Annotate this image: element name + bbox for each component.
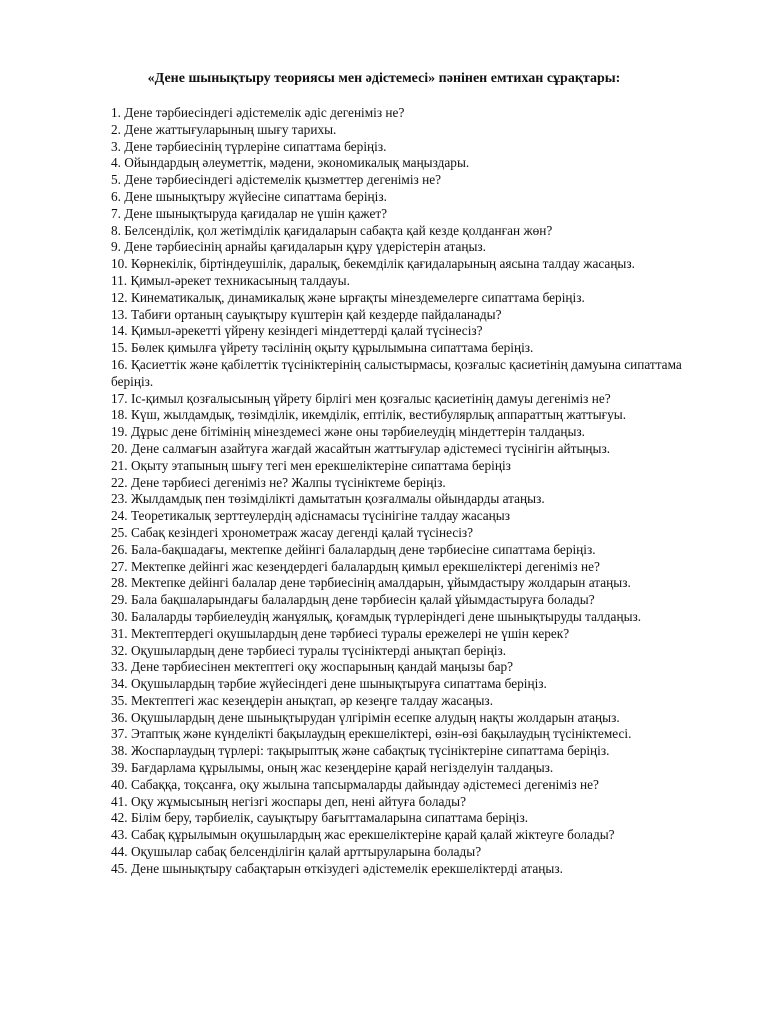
question-item: 30. Балаларды тәрбиелеудің жанұялық, қоғамдық түрлеріндегі дене шынықтыруды талдаңыз.	[111, 608, 642, 624]
question-item: 21. Оқыту этапының шығу тегі мен ерекшеліктеріне сипаттама беріңіз	[111, 457, 511, 473]
question-item: 10. Көрнекілік, біртіндеушілік, даралық, бекемділік қағидаларының аясына талдау жасаңыз.	[111, 256, 635, 272]
question-item: 42. Білім беру, тәрбиелік, сауықтыру бағыттамаларына сипаттама беріңіз.	[111, 810, 529, 826]
question-item: 22. Дене тәрбиесі дегеніміз не? Жалпы түсініктеме беріңіз.	[111, 474, 446, 490]
question-item: 2. Дене жаттығуларының шығу тарихы.	[111, 121, 337, 137]
question-item: 32. Оқушылардың дене тәрбиесі туралы түсініктерді анықтап беріңіз.	[111, 642, 507, 658]
question-item: 18. Күш, жылдамдық, төзімділік, икемділік, ептілік, вестибулярлық аппараттың жаттығуы.	[111, 407, 627, 423]
question-item: 13. Табиғи ортаның сауықтыру күштерін қай кездерде пайдаланады?	[111, 306, 502, 322]
question-item: 3. Дене тәрбиесінің түрлеріне сипаттама беріңіз.	[111, 138, 387, 154]
question-item: 15. Бөлек қимылға үйрету тәсілінің оқыту құрылымына сипаттама беріңіз.	[111, 340, 534, 356]
question-item: 34. Оқушылардың тәрбие жүйесіндегі дене шынықтыруға сипаттама беріңіз.	[111, 676, 547, 692]
question-item: 9. Дене тәрбиесінің арнайы қағидаларын құру үдерістерін атаңыз.	[111, 239, 486, 255]
question-item: 25. Сабақ кезіндегі хронометраж жасау дегенді қалай түсінесіз?	[111, 524, 474, 540]
question-item: 7. Дене шынықтыруда қағидалар не үшін қажет?	[111, 205, 388, 221]
question-item: 24. Теоретикалық зерттеулердің әдіснамасы түсінігіне талдау жасаңыз	[111, 508, 510, 524]
question-item: 11. Қимыл-әрекет техникасының талдауы.	[111, 272, 350, 288]
question-item: 28. Мектепке дейінгі балалар дене тәрбиесінің амалдарын, ұйымдастыру жолдарын атаңыз.	[111, 575, 631, 591]
question-item: 1. Дене тәрбиесіндегі әдістемелік әдіс дегеніміз не?	[111, 105, 405, 120]
question-item: 39. Бағдарлама құрылымы, оның жас кезеңдеріне қарай негізделуін талдаңыз.	[111, 760, 554, 776]
question-item: 26. Бала-бақшадағы, мектепке дейінгі балалардың дене тәрбиесіне сипаттама беріңіз.	[111, 541, 596, 557]
question-list	[111, 105, 721, 878]
question-item: 43. Сабақ құрылымын оқушылардың жас ерекшеліктеріне қарай қалай жіктеуге болады?	[111, 827, 615, 843]
question-item: 20. Дене салмағын азайтуға жағдай жасайтын жаттығулар әдістемесі түсінігін айтыңыз.	[111, 440, 611, 456]
question-item: 4. Ойындардың әлеуметтік, мәдени, экономикалық маңыздары.	[111, 155, 470, 171]
question-item: 12. Кинематикалық, динамикалық және ырғақты мінездемелерге сипаттама беріңіз.	[111, 289, 585, 305]
question-item: 35. Мектептегі жас кезеңдерін анықтап, әр кезеңге талдау жасаңыз.	[111, 692, 494, 708]
question-item: 31. Мектептердегі оқушылардың дене тәрбиесі туралы ережелері не үшін керек?	[111, 625, 570, 641]
question-item: 38. Жоспарлаудың түрлері: тақырыптық және сабақтық түсініктеріне сипаттама беріңіз.	[111, 743, 610, 759]
question-item: 41. Оқу жұмысының негізгі жоспары деп, нені айтуға болады?	[111, 793, 466, 809]
page-title: «Дене шынықтыру теориясы мен әдістемесі» пәнінен емтихан сұрақтары:	[147, 71, 621, 86]
question-item: 23. Жылдамдық пен төзімділікті дамытатын қозғалмалы ойындарды атаңыз.	[111, 491, 545, 507]
question-item: 19. Дұрыс дене бітімінің мінездемесі және оны тәрбиелеудің міндеттерін талдаңыз.	[111, 424, 585, 440]
question-item: 5. Дене тәрбиесіндегі әдістемелік қызметтер дегеніміз не?	[111, 172, 442, 188]
question-item: 36. Оқушылардың дене шынықтырудан үлгірімін есепке алудың нақты жолдарын атаңыз.	[111, 709, 620, 725]
question-item: 14. Қимыл-әрекетті үйрену кезіндегі міндеттерді қалай түсінесіз?	[111, 323, 483, 339]
question-item: 33. Дене тәрбиесінен мектептегі оқу жоспарының қандай маңызы бар?	[111, 659, 514, 675]
question-item: 37. Этаптық және күнделікті бақылаудың ерекшеліктері, өзін-өзі бақылаудың түсініктемесі.	[111, 726, 632, 742]
question-item: 17. Іс-қимыл қозғалысының үйрету бірлігі мен қозғалыс қасиетінің дамуы дегеніміз не?	[111, 390, 611, 406]
question-item: 8. Белсенділік, қол жетімділік қағидаларын сабақта қай кезде қолданған жөн?	[111, 222, 553, 238]
question-item: 16. Қасиеттік және қабілеттік түсініктерінің салыстырмасы, қозғалыс қасиетінің дамуына сипаттама беріңіз.	[111, 356, 682, 389]
question-item: 6. Дене шынықтыру жүйесіне сипаттама беріңіз.	[111, 188, 387, 204]
question-item: 29. Бала бақшаларындағы балалардың дене тәрбиесін қалай ұйымдастыруға болады?	[111, 592, 595, 608]
question-item: 44. Оқушылар сабақ белсенділігін қалай арттыруларына болады?	[111, 844, 482, 860]
question-item: 45. Дене шынықтыру сабақтарын өткізудегі әдістемелік ерекшеліктерді атаңыз.	[111, 860, 563, 876]
question-item: 27. Мектепке дейінгі жас кезеңдердегі балалардың қимыл ерекшеліктері дегеніміз не?	[111, 558, 600, 574]
question-item: 40. Сабаққа, тоқсанға, оқу жылына тапсырмаларды дайындау әдістемесі дегеніміз не?	[111, 776, 599, 792]
